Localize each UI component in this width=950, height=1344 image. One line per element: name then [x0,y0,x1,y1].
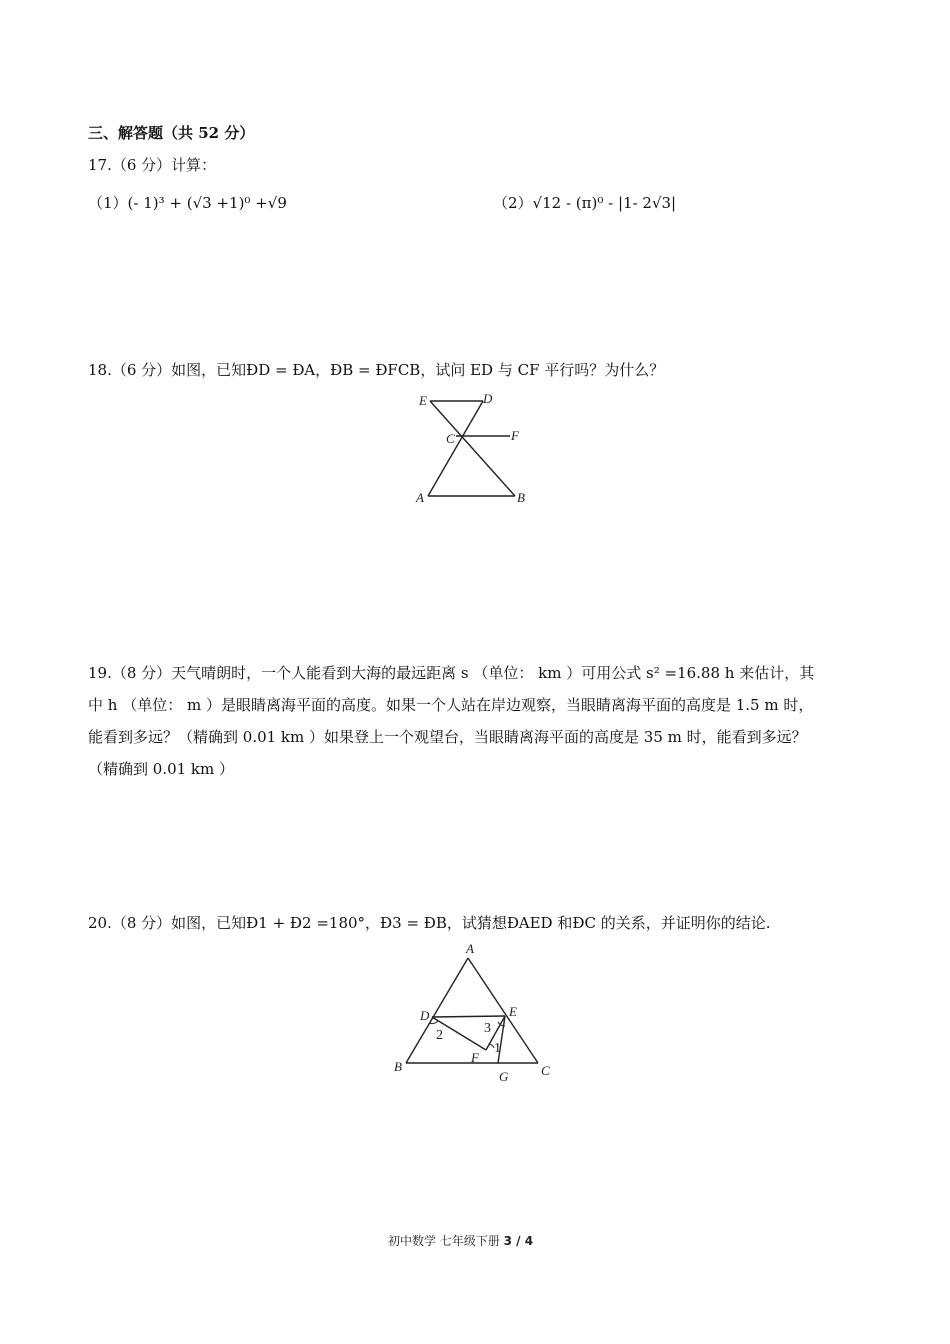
q20-angle-1: 1 [494,1041,501,1056]
q19-line-4: （精确到 0.01 km ） [88,760,235,778]
q18-geometry-diagram [410,388,540,508]
q18-label-D: D [483,391,493,406]
page-footer [388,1232,533,1249]
q18-label-E: E [419,393,427,408]
q17-part1-label: （1） [88,194,128,212]
q17-part2 [493,192,676,213]
q18-label-A: A [416,490,424,505]
page-number: 3 / 4 [503,1234,534,1248]
q20-label-C: C [541,1063,550,1078]
q20-angle-2: 2 [436,1028,443,1043]
q18-label-B: B [517,490,525,505]
footer-text: 初中数学 七年级下册 [388,1234,504,1248]
q17-part1-expression: (- 1)³ + (√3 +1)⁰ +√9 [127,194,287,212]
q20-label-D: D [420,1008,430,1023]
q18-label-C: C [446,431,455,446]
q18-figure [410,388,540,508]
q20-label-E: E [509,1004,517,1019]
q20-label-B: B [394,1059,402,1074]
q20-stem: 20.（8 分）如图，已知Ð1 + Ð2 =180°，Ð3 = ÐB，试猜想ÐAED 和ÐC 的关系，并证明你的结论. [88,914,771,932]
q20-label-F: F [471,1050,479,1065]
section-heading: 三、解答题（共 52 分） [88,124,255,142]
q17-stem: 17.（6 分）计算： [88,156,217,174]
q17-part1 [88,192,287,213]
q20-label-G: G [499,1069,509,1084]
q20-geometry-diagram [388,938,558,1090]
q17-part2-label: （2） [493,194,533,212]
q19-line-2: 中 h （单位： m ）是眼睛离海平面的高度。如果一个人站在岸边观察，当眼睛离海平面的高度是 1.5 m 时， [88,696,814,714]
q18-label-F: F [511,428,519,443]
q20-figure [388,938,558,1090]
q19-line-3: 能看到多远？（精确到 0.01 km ）如果登上一个观望台，当眼睛离海平面的高度是 35 m 时，能看到多远？ [88,728,807,746]
q19-text [88,657,868,785]
q17-part2-expression: √12 - (π)⁰ - |1- 2√3| [532,194,677,212]
q20-label-A: A [466,941,474,956]
q20-angle-3: 3 [484,1021,491,1036]
q19-line-1: 19.（8 分）天气晴朗时，一个人能看到大海的最远距离 s （单位： km ）可用公式 s² =16.88 h 来估计，其 [88,664,815,682]
q18-stem: 18.（6 分）如图，已知ÐD = ÐA，ÐB = ÐFCB，试问 ED 与 CF 平行吗？为什么？ [88,361,665,379]
